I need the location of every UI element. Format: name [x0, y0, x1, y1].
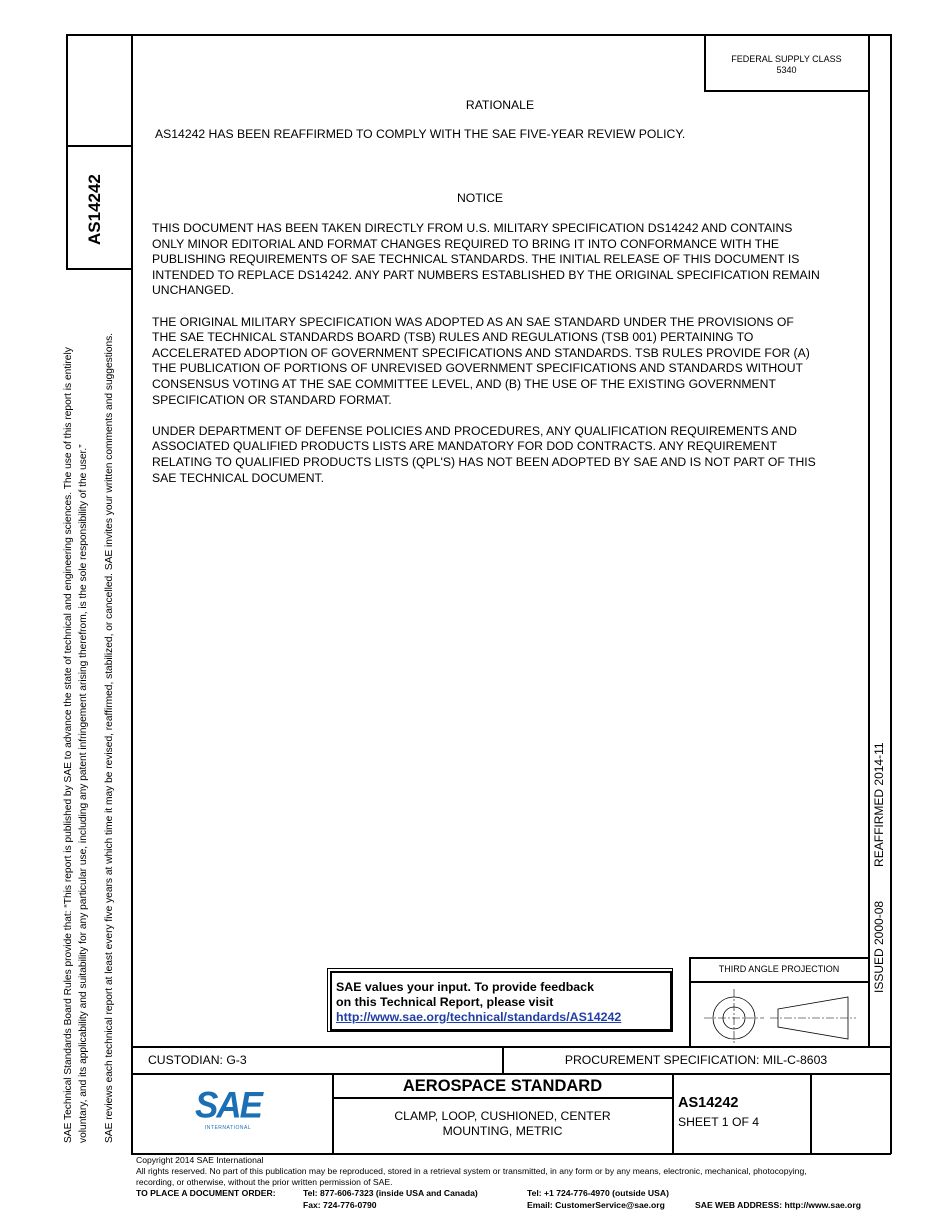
third-angle-projection-symbol: [690, 983, 868, 1045]
frame-right: [890, 34, 892, 1154]
notice-paragraph-1: THIS DOCUMENT HAS BEEN TAKEN DIRECTLY FROM U.S. MILITARY SPECIFICATION DS14242 AND CONTAINS ONLY MINOR EDITORIAL AND FORMAT CHANGES REQUIRED TO BRING IT INTO CONFORMANCE WITH THE PUBLISHING REQUIREMENTS OF SAE TECHNICAL STANDARDS. THE INITIAL RELEASE OF THIS DOCUMENT IS INTENDED TO REPLACE DS14242. ANY PART NUMBERS ESTABLISHED BY THE ORIGINAL SPECIFICATION REMAIN UNCHANGED.: [152, 221, 820, 298]
feedback-line2: on this Technical Report, please visit: [336, 995, 554, 1009]
sheet-number: SHEET 1 OF 4: [678, 1115, 760, 1129]
procurement-spec: PROCUREMENT SPECIFICATION: MIL-C-8603: [564, 1053, 828, 1067]
federal-supply-class: [705, 54, 868, 76]
footer-order-label: TO PLACE A DOCUMENT ORDER:: [136, 1188, 276, 1198]
footer-tel-intl: Tel: +1 724-776-4970 (outside USA): [527, 1188, 669, 1198]
feedback-link[interactable]: http://www.sae.org/technical/standards/AS14242: [336, 1010, 622, 1024]
notice-paragraph-2: THE ORIGINAL MILITARY SPECIFICATION WAS ADOPTED AS AN SAE STANDARD UNDER THE PROVISIONS OF THE SAE TECHNICAL STANDARDS BOARD (TSB) RULES AND REGULATIONS (TSB 001) PERTAINING TO ACCELERATED ADOPTION OF GOVERNMENT SPECIFICATIONS AND STANDARDS. TSB RULES PROVIDE FOR (A) THE PUBLICATION OF PORTIONS OF UNREVISED GOVERNMENT SPECIFICATIONS AND STANDARDS WITHOUT CONSENSUS VOTING AT THE SAE COMMITTEE LEVEL, AND (B) THE USE OF THE EXISTING GOVERNMENT SPECIFICATION OR STANDARD FORMAT.: [152, 314, 810, 407]
frame-left: [66, 34, 68, 269]
title-line1: CLAMP, LOOP, CUSHIONED, CENTER: [394, 1109, 611, 1123]
footer-rights2: recording, or otherwise, without the prior written permission of SAE.: [136, 1177, 393, 1187]
footer-email: Email: CustomerService@sae.org: [527, 1200, 665, 1210]
feedback-box: [330, 971, 672, 1031]
side-disclaimer-line1: SAE Technical Standards Board Rules provide that: “This report is published by SAE to advance the state of technical and engineering sciences. The use of this report is entirely: [63, 347, 74, 1143]
footer: [136, 1155, 886, 1188]
sae-logo-text: SAE: [195, 1085, 261, 1126]
fsc-box-bottom: [704, 90, 869, 92]
document-title: [333, 1109, 672, 1139]
footer-web: SAE WEB ADDRESS: http://www.sae.org: [695, 1200, 861, 1210]
title-block-right: [672, 1073, 674, 1154]
side-box-bottom: [66, 268, 132, 270]
projection-label: THIRD ANGLE PROJECTION: [718, 964, 840, 974]
notice-heading: NOTICE: [456, 191, 504, 205]
notice-body: [152, 221, 820, 486]
fsc-value: 5340: [776, 65, 797, 75]
issue-dates: [872, 742, 886, 993]
custodian-row-top: [131, 1046, 891, 1048]
reaffirmed-date: REAFFIRMED 2014-11: [872, 742, 886, 867]
side-disclaimer-line3: SAE reviews each technical report at least every five years at which time it may be revised, reaffirmed, stabilized, or cancelled. SAE invites your written comments and suggestions.: [104, 332, 115, 1143]
rationale-text: AS14242 HAS BEEN REAFFIRMED TO COMPLY WITH THE SAE FIVE-YEAR REVIEW POLICY.: [155, 127, 686, 141]
notice-paragraph-3: UNDER DEPARTMENT OF DEFENSE POLICIES AND PROCEDURES, ANY QUALIFICATION REQUIREMENTS AND ASSOCIATED QUALIFIED PRODUCTS LISTS ARE MANDATORY FOR DOD CONTRACTS. ANY REQUIREMENT RELATING TO QUALIFIED PRODUCTS LISTS (QPL'S) HAS NOT BEEN ADOPTED BY SAE AND IS NOT PART OF THIS SAE TECHNICAL DOCUMENT.: [152, 423, 816, 485]
footer-tel-us: Tel: 877-606-7323 (inside USA and Canada): [303, 1188, 478, 1198]
issued-date: ISSUED 2000-08: [872, 900, 886, 993]
title-doc-number: AS14242: [678, 1095, 739, 1111]
side-box-top: [66, 145, 132, 147]
custodian: CUSTODIAN: G-3: [148, 1053, 247, 1067]
document-category: AEROSPACE STANDARD: [402, 1077, 603, 1095]
rationale-heading: RATIONALE: [465, 98, 535, 112]
frame-top: [66, 34, 891, 36]
sae-logo-subtitle: INTERNATIONAL: [204, 1125, 252, 1131]
fsc-label: FEDERAL SUPPLY CLASS: [731, 54, 842, 64]
title-block-category-divider: [332, 1097, 673, 1099]
side-disclaimer-line2: voluntary, and its applicability and suitability for any particular use, including any patent infringement arising therefrom, is the sole responsibility of the user.”: [78, 444, 89, 1143]
title-block-number-divider: [810, 1073, 812, 1154]
footer-fax: Fax: 724-776-0790: [303, 1200, 377, 1210]
feedback-line1: SAE values your input. To provide feedback: [336, 980, 594, 994]
projection-box-top: [689, 957, 869, 959]
footer-copyright: Copyright 2014 SAE International: [136, 1155, 264, 1165]
title-line2: MOUNTING, METRIC: [442, 1124, 563, 1138]
custodian-row-bottom: [131, 1073, 891, 1075]
sae-logo: [192, 1085, 264, 1136]
frame-inner-right: [868, 34, 870, 1047]
side-doc-number: AS14242: [85, 174, 104, 245]
footer-rights: All rights reserved. No part of this publication may be reproduced, stored in a retrieval system or transmitted, in any form or by any means, electronic, mechanical, photocopying,: [136, 1166, 807, 1176]
